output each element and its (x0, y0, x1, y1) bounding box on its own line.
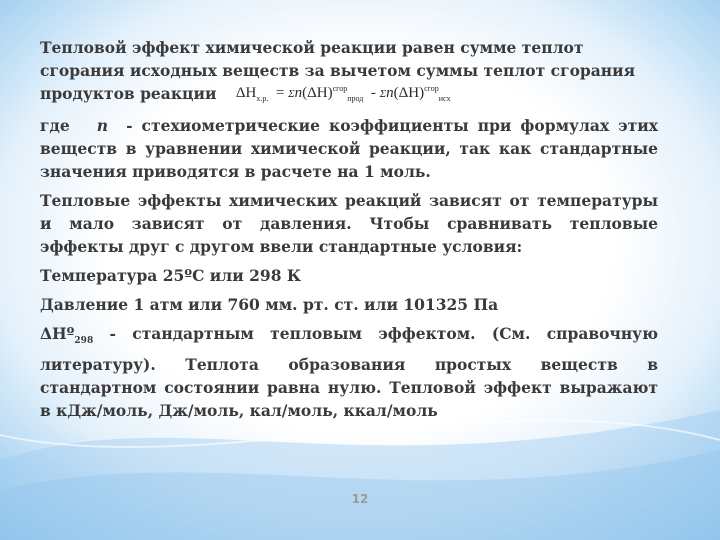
standard-symbol-text: ΔНº (40, 324, 75, 343)
formula-sup-combustion-2: сгор (424, 84, 439, 93)
formula-delta-h: ΔН (235, 85, 257, 101)
formula-minus: - (370, 85, 376, 101)
formula-sup-combustion-1: сгор (332, 84, 348, 93)
where-n-symbol: n (96, 116, 109, 135)
intro-line-2: сгорания исходных веществ за вычетом суммы теплот сгорания (40, 61, 636, 80)
page-number: 12 (351, 492, 369, 506)
reaction-heat-formula (236, 82, 451, 106)
thermal-effects-paragraph: Тепловые эффекты химических реакций зависят от температуры и мало зависят от давления. Чтобы сравнивать тепловые эффекты друг с другом ввели стандартные условия: (40, 191, 658, 256)
formula-equals: = (275, 85, 285, 101)
formula-sum-2: Σ (379, 88, 387, 100)
pressure-line: Давление 1 атм или 760 мм. рт. ст. или 101325 Па (40, 295, 499, 314)
intro-paragraph (40, 36, 658, 108)
formula-sub-products: прод (347, 94, 364, 103)
formula-paren-dh-2: (ΔН) (393, 85, 425, 101)
where-text: - стехиометрические коэффициенты при формулах этих веществ в уравнении химической реакции, так как стандартные значения приводятся в расчете на 1 моль. (40, 116, 658, 181)
where-paragraph (40, 114, 658, 183)
intro-line-3 (40, 82, 658, 108)
standard-symbol (40, 324, 94, 347)
standard-effect-text: - стандартным тепловым эффектом. (См. справочную литературу). Теплота образования простых веществ в стандартном состоянии равна нулю. Тепловой эффект выражают в кДж/моль, Дж/моль, кал/моль, ккал/моль (40, 324, 658, 421)
where-prefix: где (40, 116, 70, 135)
formula-sum-1: Σ (288, 88, 295, 100)
temperature-line: Температура 25ºС или 298 К (40, 266, 301, 285)
formula-paren-dh-1: (ΔН) (302, 85, 333, 101)
formula-n-2: n (386, 85, 394, 101)
formula-sub-reactants: исх (438, 94, 451, 103)
standard-symbol-sub: 298 (74, 336, 94, 347)
intro-line-1: Тепловой эффект химической реакции равен сумме теплот (40, 38, 584, 57)
slide-body (40, 36, 658, 428)
intro-line-3-text: продуктов реакции (40, 84, 217, 103)
formula-sub-reaction: х.р. (256, 94, 269, 103)
standard-effect-paragraph (40, 322, 658, 422)
formula-n-1: n (294, 85, 303, 101)
